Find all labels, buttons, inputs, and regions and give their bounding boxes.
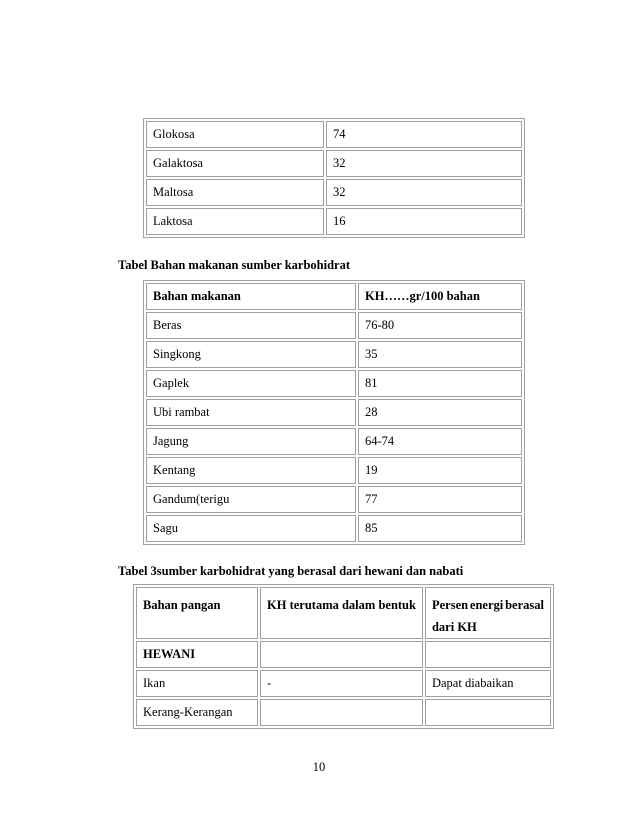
table-cell: 85 [358, 515, 522, 542]
column-header-line [432, 594, 544, 616]
table-cell: Maltosa [146, 179, 324, 206]
food-carbohydrate-table [143, 280, 525, 545]
table-row [146, 341, 522, 368]
table-cell: 32 [326, 150, 522, 177]
table-header-row [146, 283, 522, 310]
table-caption: Tabel 3sumber karbohidrat yang berasal dari hewani dan nabati [118, 564, 464, 578]
table-cell: HEWANI [136, 641, 258, 668]
table-row [146, 486, 522, 513]
header-word: Persen [431, 598, 469, 612]
table-cell: Jagung [146, 428, 356, 455]
table-cell: Gaplek [146, 370, 356, 397]
table-row [136, 699, 551, 726]
table-cell: Ubi rambat [146, 399, 356, 426]
table-cell: Galaktosa [146, 150, 324, 177]
table-cell: Gandum(terigu [146, 486, 356, 513]
table-row [146, 457, 522, 484]
table-cell: Glokosa [146, 121, 324, 148]
column-header-line: dari KH [431, 620, 477, 634]
table-cell [425, 641, 551, 668]
table-row [136, 641, 551, 668]
sugar-table [143, 118, 525, 238]
table-cell: Laktosa [146, 208, 324, 235]
column-header [425, 587, 551, 639]
table-cell: 19 [358, 457, 522, 484]
table-row [146, 208, 522, 235]
table-cell: 16 [326, 208, 522, 235]
table-cell: 64-74 [358, 428, 522, 455]
page-number: 10 [312, 760, 326, 774]
table-cell: 28 [358, 399, 522, 426]
table-row [146, 179, 522, 206]
table-cell: - [260, 670, 423, 697]
table-cell: 35 [358, 341, 522, 368]
table-cell: Singkong [146, 341, 356, 368]
table-cell: Kerang-Kerangan [136, 699, 258, 726]
table-row [146, 150, 522, 177]
table-row [146, 515, 522, 542]
table-cell: Kentang [146, 457, 356, 484]
table-cell [260, 699, 423, 726]
table-cell: 74 [326, 121, 522, 148]
table-row [146, 428, 522, 455]
header-word: energi [469, 598, 504, 612]
header-word: berasal [505, 598, 544, 612]
table-cell: Sagu [146, 515, 356, 542]
table-row [146, 121, 522, 148]
table-cell: 81 [358, 370, 522, 397]
table-caption: Tabel Bahan makanan sumber karbohidrat [118, 258, 351, 272]
table-cell: 32 [326, 179, 522, 206]
table-row [146, 312, 522, 339]
table-cell: 76-80 [358, 312, 522, 339]
table-cell [260, 641, 423, 668]
table-row [146, 370, 522, 397]
column-header: KH terutama dalam bentuk [260, 587, 423, 639]
table-cell: Ikan [136, 670, 258, 697]
column-header: KH……gr/100 bahan [358, 283, 522, 310]
table-cell: Beras [146, 312, 356, 339]
table-row [136, 670, 551, 697]
table-cell [425, 699, 551, 726]
table-cell: 77 [358, 486, 522, 513]
table-cell: Dapat diabaikan [425, 670, 551, 697]
column-header: Bahan makanan [146, 283, 356, 310]
table-row [146, 399, 522, 426]
column-header: Bahan pangan [136, 587, 258, 639]
table-header-row [136, 587, 551, 639]
animal-plant-carbohydrate-table [133, 584, 554, 729]
